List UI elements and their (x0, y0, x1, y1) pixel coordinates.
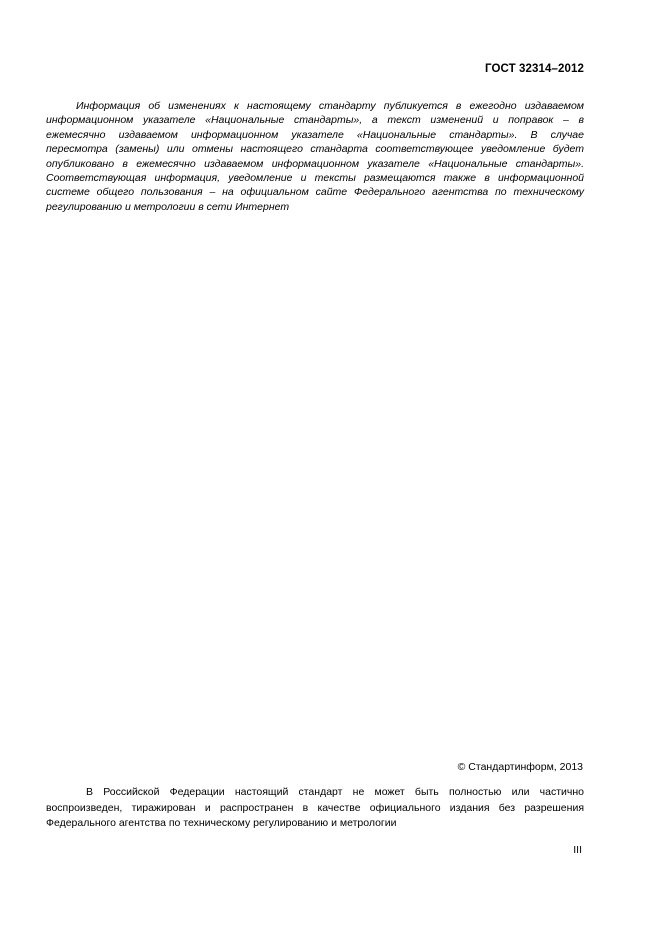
rights-line: В Российской Федерации настоящий стандарт не может быть полностью или частично (86, 786, 584, 798)
rights-line: воспроизведен, тиражирован и распространен в качестве официального издания без разрешения (46, 801, 584, 814)
document-code: ГОСТ 32314–2012 (484, 63, 584, 75)
notice-line: системе общего пользования – на официальном сайте Федерального агентства по техническому (46, 186, 584, 199)
notice-line: пересмотра (замены) или отмены настоящего стандарта соответствующее уведомление будет (46, 143, 584, 156)
notice-line: ежемесячно издаваемом информационном указателе «Национальные стандарты». В случае (46, 128, 584, 141)
notice-line: регулированию и метрологии в сети Интернет (46, 200, 290, 213)
amendments-notice-paragraph (46, 99, 584, 214)
notice-line: Соответствующая информация, уведомление и тексты размещаются также в информационной (46, 172, 584, 185)
notice-line: опубликовано в ежемесячно издаваемом информационном указателе «Национальные стандарты». (46, 157, 584, 170)
rights-line: Федерального агентства по техническому регулированию и метрологии (46, 817, 397, 829)
reproduction-rights-paragraph (46, 785, 584, 832)
page-number: III (573, 844, 582, 856)
copyright-notice: © Стандартинформ, 2013 (457, 761, 583, 773)
notice-line: информационном указателе «Национальные стандарты», а текст изменений и поправок – в (46, 114, 584, 127)
notice-line: Информация об изменениях к настоящему стандарту публикуется в ежегодно издаваемом (76, 100, 584, 112)
